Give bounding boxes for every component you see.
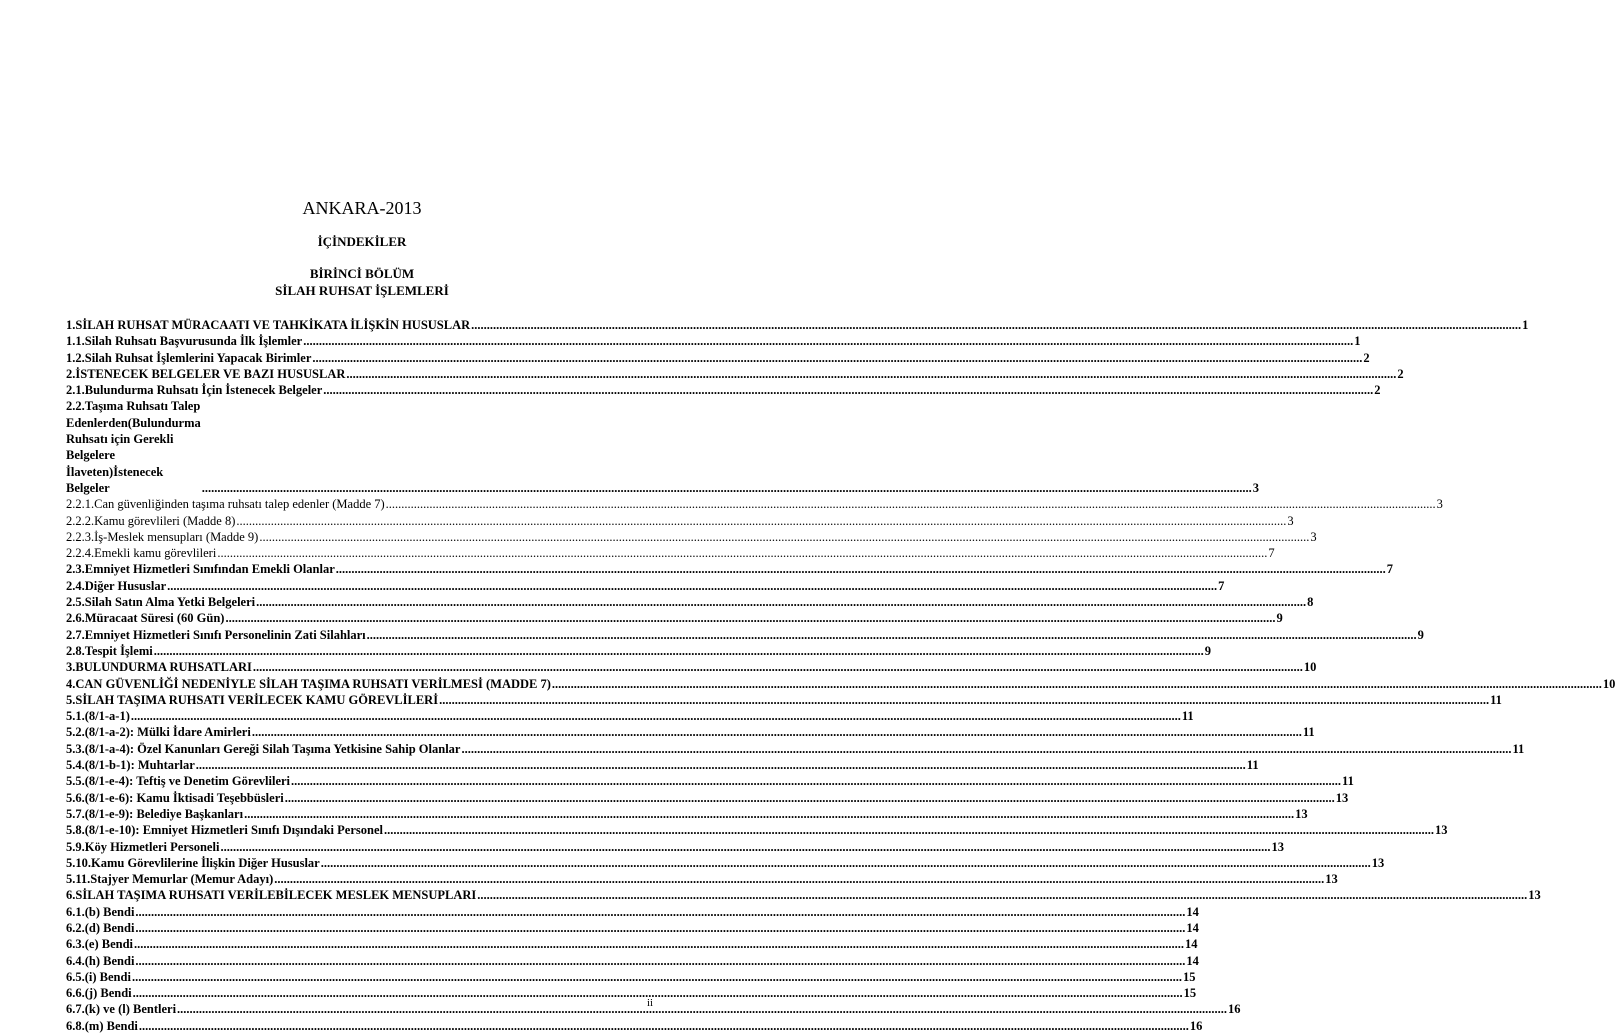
toc-entry-title: 2.1.Bulundurma Ruhsatı İçin İstenecek Belgeler: [66, 383, 323, 398]
toc-entry-page: 2: [1397, 366, 1404, 381]
toc-entry-title: 2.8.Tespit İşlemi: [66, 643, 153, 658]
toc-entry-page: 16: [1189, 1018, 1203, 1033]
toc-dot-leader: [312, 350, 1362, 366]
toc-entry-title: 5.10.Kamu Görevlilerine İlişkin Diğer Hususlar: [66, 855, 320, 870]
toc-entry-page: 13: [1371, 855, 1385, 870]
toc-entry-page: 14: [1186, 953, 1199, 968]
toc-entry[interactable]: [66, 920, 1199, 936]
toc-dot-leader: [217, 545, 1267, 561]
toc-entry-title: 5.7.(8/1-e-9): Belediye Başkanları: [66, 806, 244, 821]
toc-dot-leader: [346, 366, 1396, 382]
toc-entry[interactable]: [66, 643, 1211, 659]
toc-entry[interactable]: [66, 773, 1354, 789]
toc-dot-leader: [225, 610, 1275, 626]
toc-dot-leader: [323, 382, 1373, 398]
part-heading: [0, 265, 724, 299]
toc-entry-title: 6.1.(b) Bendi: [66, 904, 135, 919]
toc-entry[interactable]: [66, 708, 1194, 724]
toc-entry[interactable]: [66, 936, 1198, 952]
toc-entry-title: 5.9.Köy Hizmetleri Personeli: [66, 839, 220, 854]
toc-entry-title: 5.11.Stajyer Memurlar (Memur Adayı): [66, 872, 274, 887]
toc-entry-page: 14: [1186, 904, 1199, 919]
toc-dot-leader: [384, 822, 1434, 838]
toc-entry[interactable]: [66, 953, 1199, 969]
toc-entry-title: 2.2.Taşıma Ruhsatı Talep Edenlerden(Bulundurma Ruhsatı için Gerekli Belgelere İlaveten)İstenecek Belgeler: [66, 399, 201, 495]
toc-dot-leader: [336, 561, 1386, 577]
toc-entry-title: 5.SİLAH TAŞIMA RUHSATI VERİLECEK KAMU GÖREVLİLERİ: [66, 692, 439, 707]
toc-entry-title: 2.2.4.Emekli kamu görevlileri: [66, 546, 217, 561]
toc-entry-page: 7: [1268, 546, 1275, 561]
toc-entry[interactable]: [66, 513, 1294, 529]
toc-dot-leader: [303, 333, 1353, 349]
toc-entry-title: 5.8.(8/1-e-10): Emniyet Hizmetleri Sınıfı Dışındaki Personel: [66, 823, 383, 838]
toc-entry-title: 2.6.Müracaat Süresi (60 Gün): [66, 611, 225, 626]
toc-dot-leader: [133, 985, 1183, 1001]
toc-dot-leader: [131, 708, 1181, 724]
toc-entry-page: 14: [1185, 937, 1198, 952]
toc-dot-leader: [252, 724, 1302, 740]
toc-entry-title: 6.2.(d) Bendi: [66, 920, 135, 935]
toc-entry[interactable]: [66, 496, 1443, 512]
toc-entry-page: 7: [1218, 578, 1225, 593]
toc-entry[interactable]: [66, 627, 1424, 643]
toc-dot-leader: [177, 1001, 1227, 1017]
toc-entry-title: 1.2.Silah Ruhsat İşlemlerini Yapacak Birimler: [66, 350, 312, 365]
toc-entry-title: 5.4.(8/1-b-1): Muhtarlar: [66, 758, 195, 773]
toc-heading: İÇİNDEKİLER: [317, 234, 407, 249]
toc-entry-title: 6.5.(i) Bendi: [66, 969, 131, 984]
page-number: ii: [647, 997, 654, 1009]
toc-entry[interactable]: [66, 985, 1197, 1001]
toc-entry-page: 3: [1310, 529, 1317, 544]
toc-entry-page: 7: [1386, 562, 1393, 577]
toc-entry-title: 6.3.(e) Bendi: [66, 937, 134, 952]
toc-entry-title: 2.2.3.İş-Meslek mensupları (Madde 9): [66, 529, 259, 544]
toc-entry-title: 5.2.(8/1-a-2): Mülki İdare Amirleri: [66, 725, 251, 740]
toc-entry-page: 10: [1602, 676, 1615, 691]
toc-dot-leader: [285, 790, 1335, 806]
toc-entry[interactable]: [66, 545, 1275, 561]
toc-dot-leader: [367, 627, 1417, 643]
toc-entry-page: 9: [1417, 627, 1424, 642]
toc-entry-title: 2.5.Silah Satın Alma Yetki Belgeleri: [66, 595, 256, 610]
toc-dot-leader: [477, 887, 1527, 903]
toc-entry-page: 1: [1522, 318, 1529, 332]
toc-entry-title: 2.7.Emniyet Hizmetleri Sınıfı Personelinin Zati Silahları: [66, 627, 366, 642]
toc-entry-page: 3: [1436, 497, 1443, 512]
toc-entry-page: 13: [1335, 790, 1349, 805]
toc-entry-title: 4.CAN GÜVENLİĞİ NEDENİYLE SİLAH TAŞIMA RUHSATI VERİLMESİ (MADDE 7): [66, 676, 551, 691]
toc-entry[interactable]: [66, 724, 1315, 740]
toc-entry-page: 9: [1204, 643, 1211, 658]
toc-entry[interactable]: [66, 350, 1370, 366]
toc-entry-title: 6.4.(h) Bendi: [66, 953, 135, 968]
toc-entry[interactable]: [66, 382, 1381, 398]
toc-dot-leader: [132, 969, 1182, 985]
toc-entry[interactable]: [66, 529, 1317, 545]
toc-dot-leader: [154, 643, 1204, 659]
toc-entry[interactable]: [66, 659, 1317, 675]
toc-dot-leader: [135, 920, 1185, 936]
toc-entry-page: 3: [1287, 513, 1294, 528]
toc-dot-leader: [386, 496, 1436, 512]
toc-entry-page: 13: [1528, 888, 1541, 903]
toc-entry[interactable]: [66, 594, 1314, 610]
part-number: BİRİNCİ BÖLÜM: [309, 266, 415, 281]
toc-dot-leader: [135, 953, 1185, 969]
toc-entry-page: 2: [1363, 350, 1370, 365]
toc-entry[interactable]: [66, 692, 1502, 708]
toc-entry-title: 5.3.(8/1-a-4): Özel Kanunları Gereği Silah Taşıma Yetkisine Sahip Olanlar: [66, 741, 461, 756]
toc-entry[interactable]: [66, 757, 1259, 773]
toc-dot-leader: [259, 529, 1309, 545]
toc-entry[interactable]: [66, 969, 1196, 985]
toc-entry-title: 1.1.Silah Ruhsatı Başvurusunda İlk İşlemler: [66, 334, 303, 349]
toc-entry-title: 2.4.Diğer Hususlar: [66, 578, 167, 593]
toc-dot-leader: [552, 676, 1602, 692]
toc-dot-leader: [167, 578, 1217, 594]
toc-entry[interactable]: [66, 610, 1283, 626]
toc-entry-page: 13: [1434, 823, 1448, 838]
toc-entry-title: 2.2.1.Can güvenliğinden taşıma ruhsatı talep edenler (Madde 7): [66, 497, 385, 512]
toc-dot-leader: [439, 692, 1489, 708]
toc-dot-leader: [196, 757, 1246, 773]
toc-entry[interactable]: [66, 366, 1404, 382]
toc-entry-title: 5.1.(8/1-a-1): [66, 709, 130, 724]
toc-entry-title: 6.7.(k) ve (l) Bentleri: [66, 1002, 177, 1017]
toc-dot-leader: [256, 594, 1306, 610]
toc-entry-title: 5.6.(8/1-e-6): Kamu İktisadi Teşebbüsleri: [66, 790, 284, 805]
part-title: SİLAH RUHSAT İŞLEMLERİ: [275, 283, 449, 298]
toc-entry-page: 11: [1512, 741, 1525, 756]
toc-dot-leader: [236, 513, 1286, 529]
toc-entry-page: 11: [1181, 709, 1194, 724]
toc-entry-page: 9: [1276, 611, 1283, 626]
toc-entry-page: 11: [1342, 774, 1354, 789]
toc-entry[interactable]: [66, 806, 1308, 822]
toc-entry[interactable]: [66, 904, 1199, 920]
toc-entry[interactable]: [66, 790, 1349, 806]
toc-dot-leader: [134, 936, 1184, 952]
toc-entry[interactable]: [66, 822, 1448, 838]
toc-dot-leader: [274, 871, 1324, 887]
table-of-contents: [66, 317, 1615, 1034]
toc-dot-leader: [461, 741, 1511, 757]
toc-dot-leader: [202, 480, 1252, 496]
toc-dot-leader: [471, 317, 1521, 333]
toc-entry[interactable]: [66, 676, 1615, 692]
toc-entry[interactable]: [66, 333, 1361, 349]
toc-entry[interactable]: [66, 839, 1284, 855]
toc-entry-title: 6.6.(j) Bendi: [66, 986, 132, 1001]
toc-dot-leader: [220, 839, 1270, 855]
toc-dot-leader: [244, 806, 1294, 822]
toc-entry-title: 2.2.2.Kamu görevlileri (Madde 8): [66, 513, 236, 528]
toc-entry-title: 2.İSTENECEK BELGELER VE BAZI HUSUSLAR: [66, 366, 346, 381]
toc-entry-page: 13: [1325, 872, 1338, 887]
toc-entry[interactable]: [66, 317, 1529, 333]
toc-entry[interactable]: [66, 741, 1525, 757]
toc-entry[interactable]: [66, 855, 1385, 871]
toc-entry-page: 10: [1303, 660, 1317, 675]
toc-entry-page: 15: [1183, 986, 1197, 1001]
toc-entry-title: 1.SİLAH RUHSAT MÜRACAATI VE TAHKİKATA İLİŞKİN HUSUSLAR: [66, 318, 471, 332]
toc-entry-page: 3: [1252, 480, 1259, 495]
toc-entry-page: 2: [1374, 383, 1381, 398]
toc-entry-page: 11: [1490, 692, 1502, 707]
toc-dot-leader: [253, 659, 1303, 675]
toc-entry-page: 13: [1295, 806, 1308, 821]
toc-entry-title: 2.3.Emniyet Hizmetleri Sınıfından Emekli Olanlar: [66, 562, 335, 577]
toc-entry[interactable]: [66, 1001, 1241, 1017]
toc-entry-page: 13: [1271, 839, 1284, 854]
toc-dot-leader: [291, 773, 1341, 789]
toc-entry-page: 15: [1182, 969, 1196, 984]
toc-entry-title: 3.BULUNDURMA RUHSATLARI: [66, 660, 252, 675]
toc-entry-page: 8: [1307, 595, 1314, 610]
toc-dot-leader: [139, 1018, 1189, 1034]
toc-dot-leader: [135, 904, 1185, 920]
toc-entry[interactable]: [66, 871, 1338, 887]
toc-entry[interactable]: [66, 398, 1259, 496]
toc-entry-title: 5.5.(8/1-e-4): Teftiş ve Denetim Görevlileri: [66, 774, 291, 789]
toc-entry-title: 6.8.(m) Bendi: [66, 1018, 138, 1033]
toc-dot-leader: [321, 855, 1371, 871]
toc-entry-title: 6.SİLAH TAŞIMA RUHSATI VERİLEBİLECEK MESLEK MENSUPLARI: [66, 888, 477, 903]
toc-entry[interactable]: [66, 578, 1225, 594]
toc-entry-page: 11: [1302, 725, 1315, 740]
toc-entry[interactable]: [66, 887, 1541, 903]
toc-entry-page: 1: [1354, 334, 1361, 349]
toc-entry[interactable]: [66, 1018, 1203, 1034]
toc-entry-page: 16: [1228, 1002, 1241, 1017]
page-title: ANKARA-2013: [302, 198, 422, 218]
toc-entry[interactable]: [66, 561, 1393, 577]
toc-entry-page: 14: [1186, 920, 1199, 935]
toc-entry-page: 11: [1246, 758, 1259, 773]
